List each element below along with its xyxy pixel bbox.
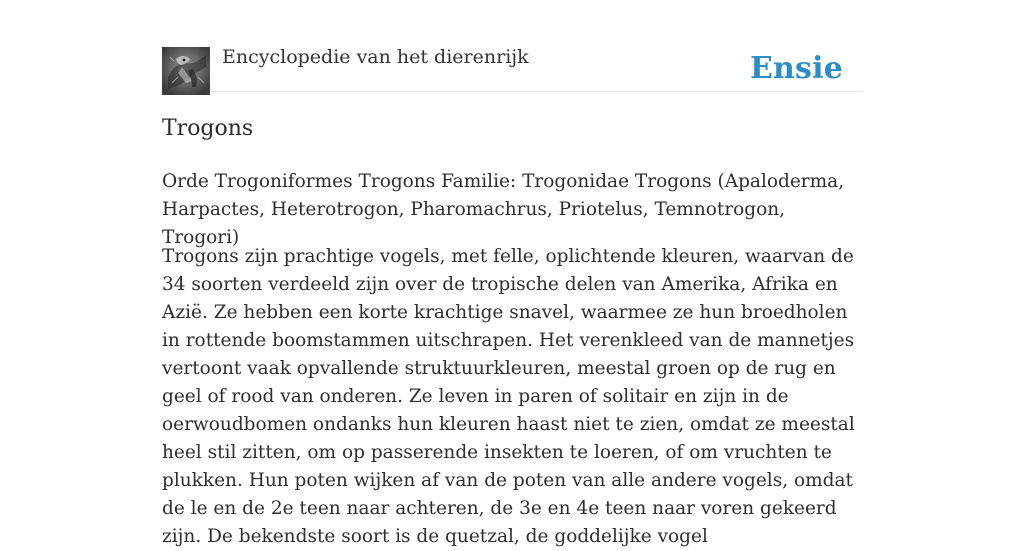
- article-page: [162, 0, 862, 547]
- source-avatar[interactable]: [162, 47, 210, 95]
- bird-illustration-icon: [162, 47, 210, 95]
- brand-logo[interactable]: Ensie: [749, 51, 843, 86]
- article-title: Trogons: [162, 116, 254, 141]
- page-header: [162, 0, 862, 92]
- source-title[interactable]: Encyclopedie van het dierenrijk: [222, 46, 529, 68]
- article-paragraph-classification: Orde Trogoniformes Trogons Familie: Trogonidae Trogons (Apaloderma, Harpactes, Heterotrogon, Pharomachrus, Priotelus, Temnotrogon, Trogori): [162, 171, 845, 248]
- article-paragraph-description: Trogons zijn prachtige vogels, met felle, oplichtende kleuren, waarvan de 34 soorten verdeeld zijn over de tropische delen van Amerika, Afrika en Azië. Ze hebben een korte krachtige snavel, waarmee ze hun broedholen in rottende boomstammen uitschrapen. Het verenkleed van de mannetjes vertoont vaak opvallende struktuurkleuren, meestal groen op de rug en geel of rood van onderen. Ze leven in paren of solitair en zijn in de oerwoudbomen ondanks hun kleuren haast niet te zien, omdat ze meestal heel stil zitten, om op passerende insekten te loeren, of om vruchten te plukken. Hun poten wijken af van de poten van alle andere vogels, omdat de le en de 2e teen naar achteren, de 3e en 4e teen naar voren gekeerd zijn. De bekendste soort is de quetzal, de goddelijke vogel: [162, 246, 855, 547]
